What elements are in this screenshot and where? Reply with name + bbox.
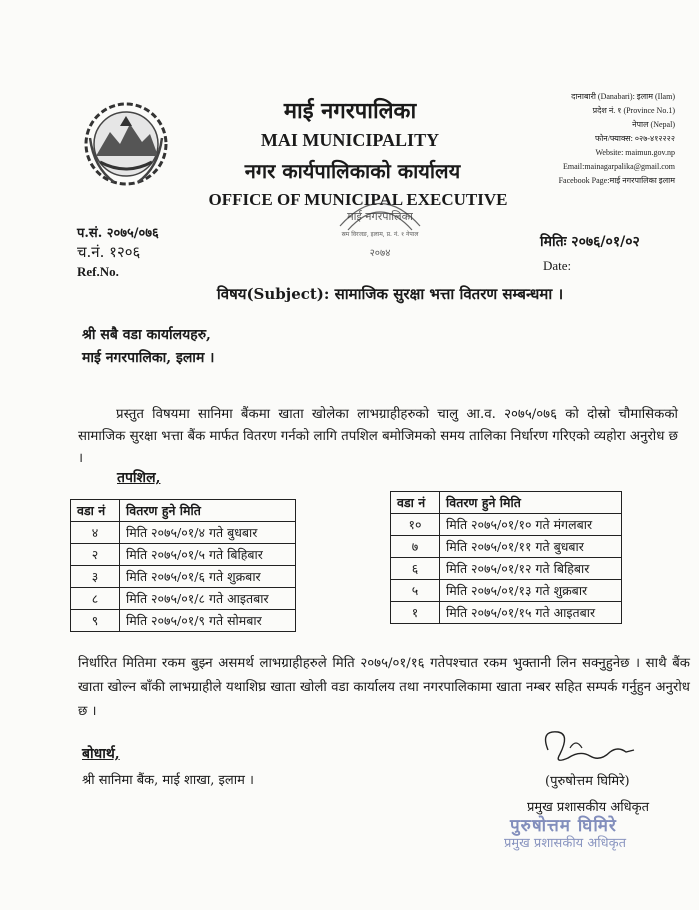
tapsil-heading: तपशिल, — [117, 470, 161, 486]
date-cell: मिति २०७५/०१/४ गते बुधबार — [120, 522, 296, 544]
addressee-line1: श्री सबै वडा कार्यालयहरु, — [82, 327, 211, 343]
date-cell: मिति २०७५/०१/११ गते बुधबार — [440, 536, 622, 558]
table-row — [71, 566, 296, 588]
table-row — [391, 536, 622, 558]
office-name-english: OFFICE OF MUNICIPAL EXECUTIVE — [208, 190, 508, 209]
date-cell: मिति २०७५/०१/१३ गते शुक्रबार — [440, 580, 622, 602]
table-row — [391, 514, 622, 536]
ward-cell: १० — [391, 514, 440, 536]
office-name-nepali: नगर कार्यपालिकाको कार्यालय — [244, 159, 461, 183]
seal-title-stamp: प्रमुख प्रशासकीय अधिकृत — [504, 836, 627, 851]
date-cell: मिति २०७५/०१/१२ गते बिहिबार — [440, 558, 622, 580]
contact-country: नेपाल (Nepal) — [632, 120, 675, 129]
stamp-year: २०७४ — [369, 248, 391, 259]
column-header-ward: वडा नं — [391, 492, 440, 514]
body-paragraph-1: प्रस्तुत विषयमा सानिमा बैंकमा खाता खोलेका लाभग्राहीहरुको चालु आ.व. २०७५/०७६ को दोस्रो चौमासिकको सामाजिक सुरक्षा भत्ता बैंक मार्फत वितरण गर्नको लागि तपशिल बमोजिमको समय तालिका निर्धारण गरिएको व्यहोरा अनुरोध छ । — [78, 407, 678, 466]
table-row — [391, 558, 622, 580]
ward-cell: ८ — [71, 588, 120, 610]
contact-website: Website: maimun.gov.np — [595, 148, 675, 157]
contact-email: Email:mainagarpalika@gmail.com — [563, 162, 675, 171]
ward-cell: २ — [71, 544, 120, 566]
office-stamp — [330, 186, 430, 266]
signer-title: प्रमुख प्रशासकीय अधिकृत — [527, 800, 650, 815]
stamp-address: स्रम विरजङ, इलाम, प्र. नं. १ नेपाल — [341, 231, 419, 238]
ref-no-label: Ref.No. — [77, 264, 119, 279]
date-cell: मिति २०७५/०१/१० गते मंगलबार — [440, 514, 622, 536]
distribution-table-right — [390, 491, 622, 624]
ward-cell: ९ — [71, 610, 120, 632]
patra-sankhya: प.सं. २०७५/०७६ — [77, 226, 159, 241]
chalani-number: च.नं. १२०६ — [77, 243, 141, 261]
table-row — [391, 580, 622, 602]
ward-cell: ६ — [391, 558, 440, 580]
cc-recipient: श्री सानिमा बैंक, माई शाखा, इलाम । — [82, 773, 254, 788]
contact-facebook: Facebook Page:माई नगरपालिका इलाम — [558, 176, 675, 185]
ward-cell: ३ — [71, 566, 120, 588]
table-row — [71, 522, 296, 544]
date-cell: मिति २०७५/०१/१५ गते आइतबार — [440, 602, 622, 624]
seal-name-stamp: पुरुषोत्तम घिमिरे — [510, 816, 617, 836]
contact-phone: फोन/फ्याक्स: ०२७-४१२२२२ — [595, 134, 675, 143]
ward-cell: ५ — [391, 580, 440, 602]
date-cell: मिति २०७५/०१/५ गते बिहिबार — [120, 544, 296, 566]
municipality-name-nepali: माई नगरपालिका — [283, 98, 417, 124]
date-cell: मिति २०७५/०१/८ गते आइतबार — [120, 588, 296, 610]
ward-cell: ४ — [71, 522, 120, 544]
table-header-row — [391, 492, 622, 514]
column-header-date: वितरण हुने मिति — [120, 500, 296, 522]
signer-name: (पुरुषोत्तम घिमिरे) — [545, 774, 630, 789]
contact-address: दानाबारी (Danabari): इलाम (Ilam) — [571, 92, 675, 101]
table-row — [391, 602, 622, 624]
subject-line: विषय(Subject): सामाजिक सुरक्षा भत्ता वितरण सम्बन्धमा । — [216, 285, 564, 303]
contact-province: प्रदेश नं. १ (Province No.1) — [592, 106, 675, 115]
body-paragraph-2: निर्धारित मितिमा रकम बुझ्न असमर्थ लाभग्राहीहरुले मिति २०७५/०१/१६ गतेपश्चात रकम भुक्तानी लिन सक्नुहुनेछ । साथै बैंक खाता खोल्न बाँकी लाभग्राहीले यथाशिघ्र खाता खोली वडा कार्यालय तथा नगरपालिकामा खाता नम्बर सहित सम्पर्क गर्नुहुन अनुरोध छ । — [78, 656, 690, 719]
reference-block — [77, 224, 159, 281]
table-row — [71, 610, 296, 632]
ward-cell: ७ — [391, 536, 440, 558]
table-row — [71, 544, 296, 566]
municipality-name-english: MAI MUNICIPALITY — [260, 130, 440, 150]
handwritten-signature — [530, 720, 640, 770]
addressee-line2: माई नगरपालिका, इलाम । — [82, 350, 215, 366]
date-cell: मिति २०७५/०१/६ गते शुक्रबार — [120, 566, 296, 588]
table-row — [71, 588, 296, 610]
addressee-block — [82, 324, 215, 370]
date-english-label: Date: — [543, 258, 572, 273]
cc-heading: बोधार्थ, — [82, 746, 120, 762]
column-header-ward: वडा नं — [71, 500, 120, 522]
table-header-row — [71, 500, 296, 522]
distribution-table-left — [70, 499, 296, 632]
stamp-name: माई नगरपालिका — [347, 210, 413, 223]
municipality-logo-icon — [80, 98, 172, 190]
date-nepali: मितिः २०७६/०१/०२ — [540, 234, 640, 250]
date-cell: मिति २०७५/०१/९ गते सोमबार — [120, 610, 296, 632]
ward-cell: १ — [391, 602, 440, 624]
contact-block — [515, 90, 675, 188]
column-header-date: वितरण हुने मिति — [440, 492, 622, 514]
